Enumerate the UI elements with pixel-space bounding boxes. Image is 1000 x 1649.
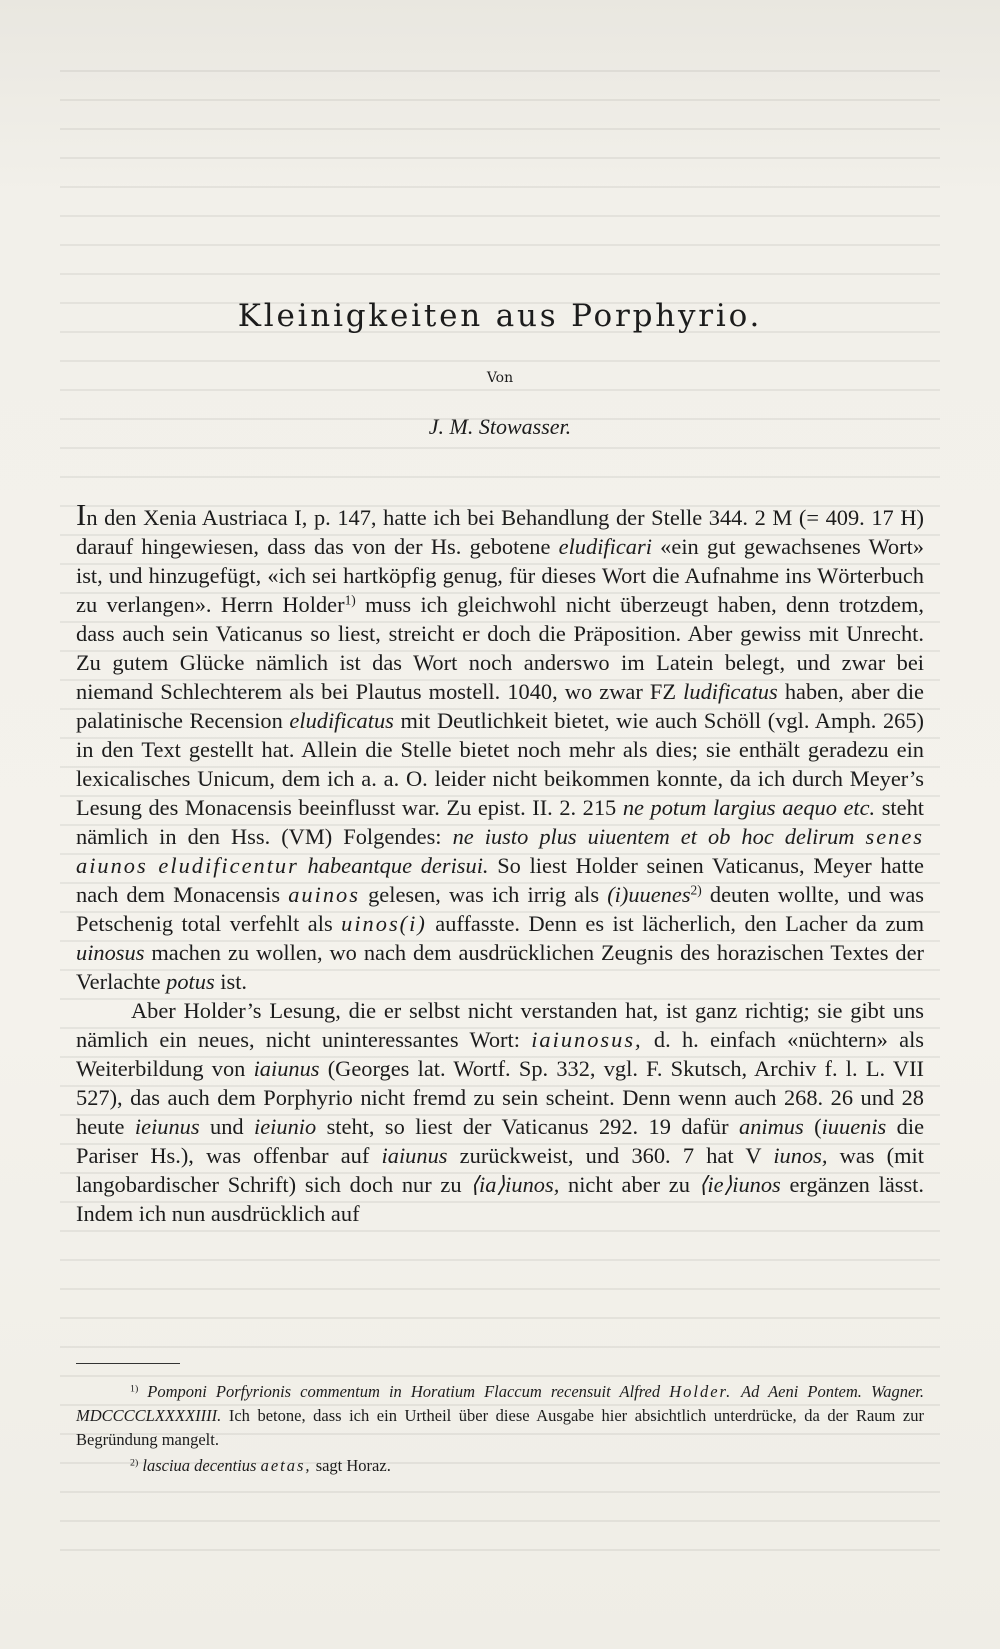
text-run: gelesen, was ich irrig als xyxy=(359,882,608,907)
text-run: sagt Horaz. xyxy=(311,1456,391,1475)
text-run: Ich betone, dass ich ein Urtheil über diese Ausgabe hier absichtlich unterdrücke, da der Raum zur Begründung mangelt. xyxy=(76,1406,924,1449)
italic-text: animus xyxy=(739,1114,804,1139)
footnote-marker: 2) xyxy=(690,882,702,898)
text-run: was (mit langobardischer Schrift) sich doch nur zu xyxy=(76,1143,924,1197)
spaced-italic-text: aetas, xyxy=(260,1456,312,1475)
italic-text: ⟨ie⟩iunos xyxy=(698,1172,781,1197)
italic-text: iunos, xyxy=(773,1143,828,1168)
text-run: n den Xenia Austriaca I, p. 147, hatte ich bei Behandlung der Stelle 344. 2 M (= 409. 17 H) darauf hingewiesen, dass das von der Hs. gebotene xyxy=(76,505,924,559)
text-run: auffasste. Denn es ist lächerlich, den Lacher da zum xyxy=(426,911,924,936)
italic-text: Pomponi Porfyrionis commentum in Horatium Flaccum recensuit Alfred xyxy=(147,1382,670,1401)
spaced-italic-text: iaiunosus, xyxy=(531,1027,643,1052)
text-run: deuten wollte, und was Petschenig total verfehlt als xyxy=(76,882,924,936)
italic-text: ieiunio xyxy=(254,1114,317,1139)
spaced-italic-text: senes aiunos eludificentur xyxy=(76,824,924,878)
footnote xyxy=(76,1454,924,1478)
text-run: muss ich gleichwohl nicht überzeugt haben, denn trotzdem, dass auch sein Vaticanus so liest, streicht er doch die Präposition. Aber gewiss mit Unrecht. Zu gutem Glücke nämlich ist das Wort noch anderswo im Latein belegt, und zwar bei niemand Schlechterem als bei Plautus mostell. 1040, wo zwar FZ xyxy=(76,592,925,704)
text-run: ist. xyxy=(214,969,248,994)
text-run: «ein gut gewachsenes Wort» ist, und hinzugefügt, «ich sei hartköpfig genug, für dieses Wort die Aufnahme ins Wörterbuch zu verlangen». Herrn Holder xyxy=(76,534,924,617)
italic-text: lasciua decentius xyxy=(142,1456,261,1475)
text-run: ergänzen lässt. Indem ich nun ausdrücklich auf xyxy=(76,1172,924,1226)
spaced-italic-text: Holder. xyxy=(669,1382,733,1401)
text-run: nicht aber zu xyxy=(559,1172,699,1197)
footnote-divider xyxy=(76,1363,180,1364)
italic-text: iaiunus xyxy=(381,1143,448,1168)
text-run: die Pariser Hs.), was offenbar auf xyxy=(76,1114,925,1168)
italic-text: (i)uuenes xyxy=(607,882,691,907)
text-run: machen zu wollen, wo nach dem ausdrücklichen Zeugnis des horazischen Textes der Verlachte xyxy=(76,940,924,994)
paragraph xyxy=(76,996,924,1228)
text-run: ( xyxy=(803,1114,822,1139)
spaced-italic-text: uinos(i) xyxy=(341,911,427,936)
italic-text: ne iusto plus uiuentem et ob hoc delirum xyxy=(452,824,866,849)
paragraph xyxy=(76,497,925,996)
initial-letter: I xyxy=(76,497,87,532)
text-run xyxy=(138,1382,147,1401)
italic-text: eludificatus xyxy=(289,708,394,733)
byline-prefix: Von xyxy=(486,370,514,386)
article-title: Kleinigkeiten aus Porphyrio. xyxy=(237,298,763,334)
text-run: steht, so liest der Vaticanus 292. 19 dafür xyxy=(316,1114,739,1139)
text-run: Aber Holder’s Lesung, die er selbst nicht verstanden hat, ist ganz richtig; sie gibt uns nämlich ein neues, nicht uninteressantes Wort: xyxy=(76,998,924,1052)
footnote-marker: 1) xyxy=(130,1383,139,1395)
italic-text: habeantque derisui. xyxy=(298,853,489,878)
italic-text: uinosus xyxy=(76,940,145,965)
text-run: steht nämlich in den Hss. (VM) Folgendes: xyxy=(76,795,925,849)
author-name: J. M. Stowasser. xyxy=(428,414,572,439)
spaced-italic-text: auinos xyxy=(288,882,360,907)
italic-text: Ad Aeni Pontem. Wagner. MDCCCCLXXXXIIII. xyxy=(76,1382,924,1425)
footnote xyxy=(76,1380,924,1452)
footnotes xyxy=(76,1380,924,1478)
text-run: haben, aber die palatinische Recension xyxy=(76,679,924,733)
italic-text: eludificari xyxy=(558,534,652,559)
italic-text: iaiunus xyxy=(253,1056,320,1081)
footnote-marker: 1) xyxy=(344,592,356,608)
italic-text: iuuenis xyxy=(821,1114,887,1139)
italic-text: ieiunus xyxy=(134,1114,200,1139)
text-run: d. h. einfach «nüchtern» als Weiterbildung von xyxy=(76,1027,925,1081)
italic-text: ne potum largius aequo etc. xyxy=(622,795,876,820)
text-run: (Georges lat. Wortf. Sp. 332, vgl. F. Skutsch, Archiv f. l. L. VII 527), das auch dem Porphyrio nicht fremd zu sein scheint. Denn wenn auch 268. 26 und 28 heute xyxy=(76,1056,924,1139)
italic-text: potus xyxy=(166,969,215,994)
italic-text: ludificatus xyxy=(683,679,778,704)
footnote-marker: 2) xyxy=(130,1457,139,1469)
text-run: So liest Holder seinen Vaticanus, Meyer hatte nach dem Monacensis xyxy=(76,853,924,907)
text-run: zurückweist, und 360. 7 hat V xyxy=(447,1143,774,1168)
text-run: mit Deutlichkeit bietet, wie auch Schöll (vgl. Amph. 265) in den Text gestellt hat. Allein die Stelle bietet noch mehr als dies; sie enthält geradezu ein lexicalisches Unicum, dem ich a. a. O. leider nicht beikommen konnte, da ich durch Meyer’s Lesung des Monacensis beeinflusst war. Zu epist. II. 2. 215 xyxy=(76,708,924,820)
text-run: und xyxy=(199,1114,254,1139)
italic-text: ⟨ia⟩iunos, xyxy=(470,1172,560,1197)
article-body xyxy=(76,497,925,1228)
